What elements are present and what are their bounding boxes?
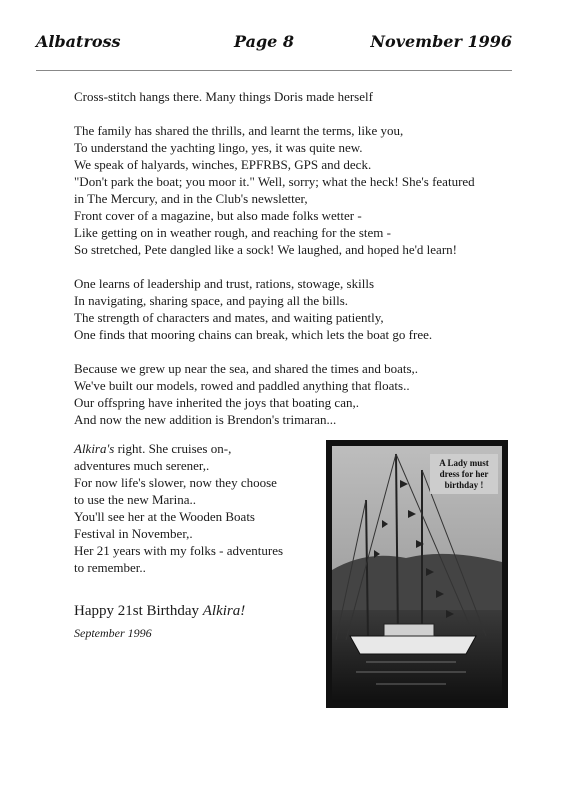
caption-line-3: birthday ! [444,480,484,490]
yacht-photo [326,440,508,708]
photo-hull [350,636,476,654]
poem-line: We've built our models, rowed and paddled anything that floats.. [74,378,410,393]
poem-line: To understand the yachting lingo, yes, it was quite new. [74,140,363,155]
stanza-family [74,122,524,258]
greeting-text: Happy 21st Birthday [74,603,203,619]
poem-line: Festival in November,. [74,526,193,541]
poem-line: to use the new Marina.. [74,492,197,507]
page-number: Page 8 [234,32,295,51]
poem-line: to remember.. [74,560,146,575]
issue-date: November 1996 [370,32,512,51]
poem-line: Because we grew up near the sea, and shared the times and boats,. [74,361,419,376]
poem-line: adventures much serener,. [74,458,210,473]
poem-line: You'll see her at the Wooden Boats [74,509,255,524]
poem-line: Our offspring have inherited the joys that boating can,. [74,395,359,410]
poem-line: The family has shared the thrills, and learnt the terms, like you, [74,123,404,138]
caption-line-1: A Lady must [439,458,489,468]
poem-line: Her 21 years with my folks - adventures [74,543,284,558]
stanza-opening [74,88,524,105]
poem-line: One finds that mooring chains can break, which lets the boat go free. [74,327,433,342]
poem-line: And now the new addition is Brendon's trimaran... [74,412,337,427]
page-header [36,30,512,60]
poem-body [74,88,524,445]
stanza-sea [74,360,524,428]
stanza-leadership [74,275,524,343]
caption-line-2: dress for her [439,469,489,479]
photo-cabin [384,624,434,636]
newsletter-title: Albatross [36,32,121,51]
photo-hills [332,554,502,610]
poem-date: September 1996 [74,626,152,640]
stanza-alkira [74,440,310,576]
yacht-photo-image [326,440,508,708]
poem-line: One learns of leadership and trust, rations, stowage, skills [74,276,375,291]
poem-line: Front cover of a magazine, but also made folks wetter - [74,208,362,223]
boat-name: Alkira's [74,441,115,456]
poem-line: Like getting on in weather rough, and reaching for the stem - [74,225,391,240]
poem-line: Cross-stitch hangs there. Many things Doris made herself [74,89,373,104]
poem-line: So stretched, Pete dangled like a sock! We laughed, and hoped he'd learn! [74,242,457,257]
poem-line-first [74,440,310,457]
birthday-greeting [74,602,245,620]
poem-line: The strength of characters and mates, and waiting patiently, [74,310,384,325]
poem-line: In navigating, sharing space, and paying all the bills. [74,293,349,308]
header-divider [36,70,512,71]
greeting-boat-name: Alkira! [202,603,246,619]
poem-line: For now life's slower, now they choose [74,475,277,490]
poem-line: "Don't park the boat; you moor it." Well, sorry; what the heck! She's featured [74,174,475,189]
poem-line: in The Mercury, and in the Club's newsletter, [74,191,308,206]
poem-line-rest: right. She cruises on-, [114,441,232,456]
poem-line: We speak of halyards, winches, EPFRBS, GPS and deck. [74,157,372,172]
